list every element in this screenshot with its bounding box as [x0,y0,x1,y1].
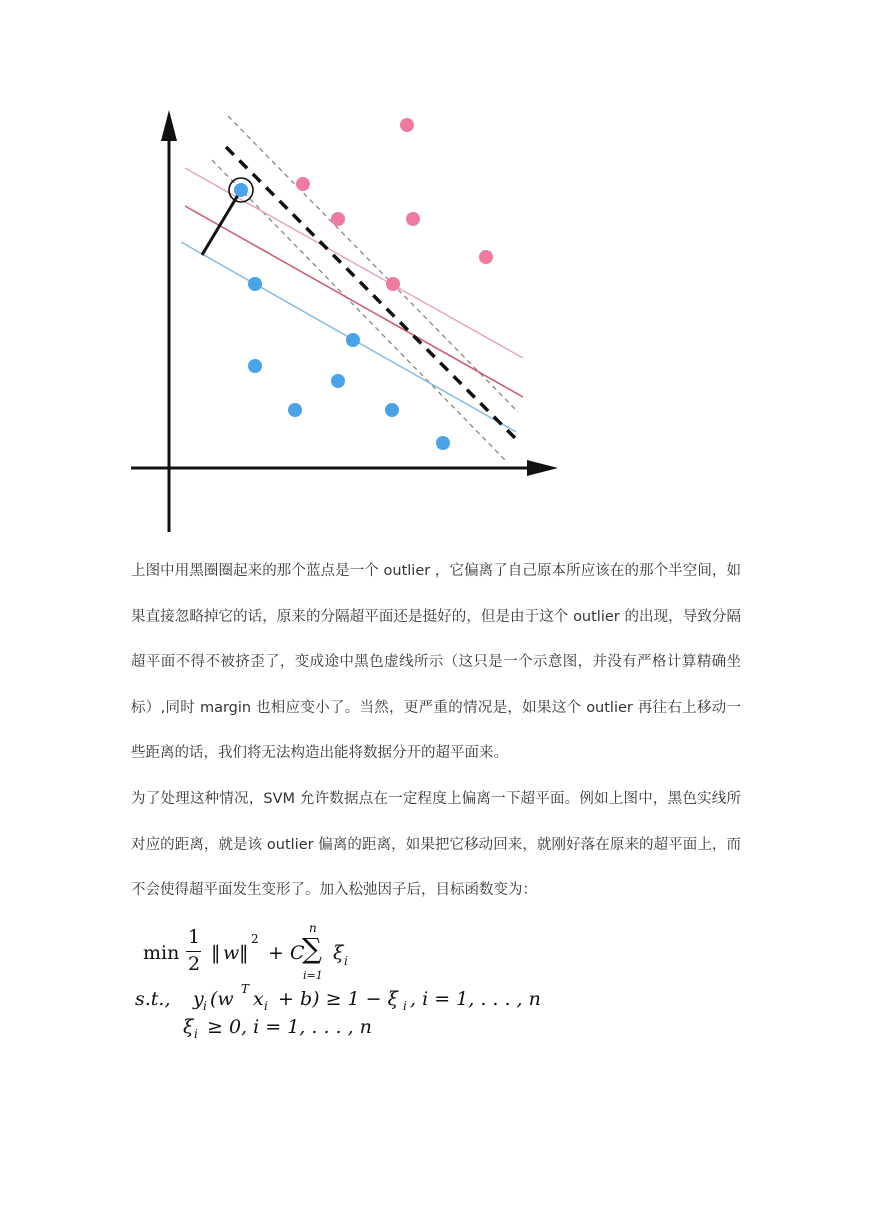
blue-point-3 [248,359,262,373]
constraint-x-sub: i [264,999,268,1013]
dashed-hyperplane [226,147,518,441]
pink-point-3 [331,212,345,226]
y-axis-arrow [161,110,177,141]
constraint-inequality: + b) ≥ 1 − ξ [278,988,399,1010]
fraction-bar [186,951,201,952]
sum-top: n [309,921,317,935]
norm-open: ‖ [211,942,221,964]
paragraph-slack-explanation: 为了处理这种情况，SVM 允许数据点在一定程度上偏离一下超平面。例如上图中，黑色实线所对应的距离，就是该 outlier 偏离的距离，如果把它移动回来，就刚好落在原来的超平面上，而不会使得超平面发生变形了。加入松弛因子后，目标函数变为： [131,791,741,898]
norm-exponent: 2 [251,932,259,946]
formula-constraint-row-1 [135,982,541,1014]
sum-bottom: i=1 [303,969,323,982]
half-numerator: 1 [188,926,201,948]
formula-constraint-row-2 [183,1016,483,1042]
constraint-xi-sub: i [403,999,407,1013]
blue-point-1 [248,277,262,291]
constraint-transpose: T [241,982,250,996]
constraint2-xi-sub: i [194,1027,198,1041]
dashed-margin-upper [228,116,518,412]
constraint2-range: ≥ 0, i = 1, . . . , n [207,1016,372,1038]
pink-points [296,118,493,291]
pink-point-1 [400,118,414,132]
sum-symbol: ∑ [302,932,322,965]
constraint2-xi: ξ [183,1016,194,1038]
blue-points [248,277,450,450]
pink-point-2 [296,177,310,191]
blue-point-5 [288,403,302,417]
xi-subscript: i [344,954,348,968]
pink-point-5 [479,250,493,264]
blue-point-6 [385,403,399,417]
red-hyperplane [185,206,523,397]
constraint-range: , i = 1, . . . , n [410,988,541,1010]
plus-c: + C [268,942,305,964]
formula-objective-row [143,921,503,984]
constraint-y-sub: i [203,999,207,1013]
objective-function-formula [131,918,541,1041]
constraint-x: x [253,988,264,1010]
blue-point-4 [331,374,345,388]
paragraph-outlier-explanation: 上图中用黑圈圈起来的那个蓝点是一个 outlier ，它偏离了自己原本所应该在的那个半空间，如果直接忽略掉它的话，原来的分隔超平面还是挺好的，但是由于这个 outlier 的出现，导致分隔超平面不得不被挤歪了，变成途中黑色虚线所示（这只是一个示意图，并没有严格计算精确坐标）,同时 margin 也相应变小了。当然，更严重的情况是，如果这个 outlier 再往右上移动一些距离的话，我们将无法构造出能将数据分开的超平面来。 [131,563,741,761]
constraint-y: y [193,988,204,1010]
outlier-point [234,183,248,197]
hyperplane-lines [181,116,523,460]
xi-symbol: ξ [333,942,344,964]
half-denominator: 2 [188,953,201,975]
norm-w: w [223,942,240,964]
dashed-margin-lower [212,160,505,460]
constraint-w: (w [210,988,234,1010]
blue-point-7 [436,436,450,450]
x-axis-arrow [527,460,558,476]
pink-point-4 [406,212,420,226]
blue-point-2 [346,333,360,347]
subject-to: s.t., [135,988,171,1010]
min-operator: min [143,942,180,964]
norm-close: ‖ [239,942,249,964]
svm-outlier-figure [125,105,565,535]
pink-point-6 [386,277,400,291]
